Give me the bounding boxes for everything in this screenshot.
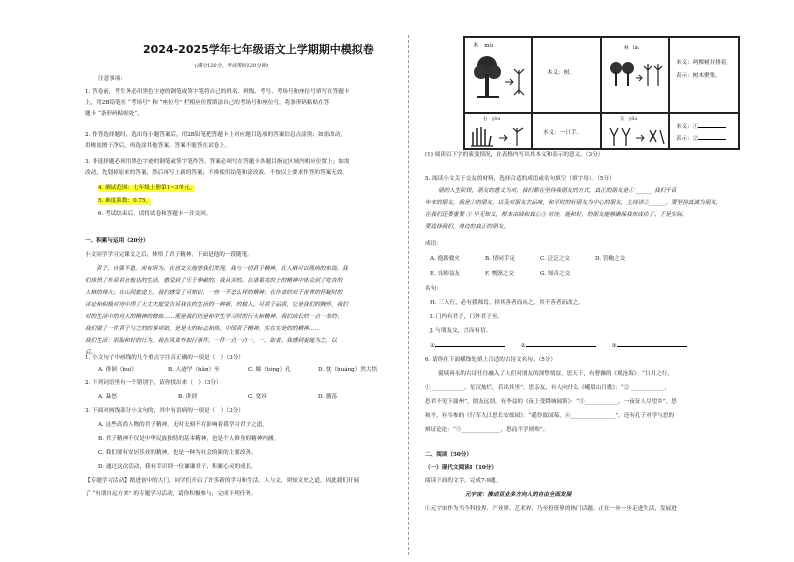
table-cell xyxy=(532,37,601,113)
quote-option: J. 与朋友交，言而有信。 xyxy=(430,328,492,334)
table-cell xyxy=(464,37,532,113)
option: D. 通过这次活动，我有幸识别一位谦谦君子，积累心灵的成长。 xyxy=(98,464,257,470)
question-1: 1. 小文句子中画线的几个重点字注音正确的一项是（ ）（3分） xyxy=(85,355,244,361)
table-cell xyxy=(464,113,532,149)
reading-intro: 阅读下面的文字，完成7-9题。 xyxy=(425,478,502,484)
table-cell xyxy=(601,37,669,113)
option: B. 君子精神不仅是中华民族独特的基本精神，也是个人修身的精神内涵。 xyxy=(98,436,280,442)
notice-line: 上，用2B铅笔在 “考场号” 和 “座位号” 栏相应位置填涂自己的考场号和座位号，将条形码粘贴在答 xyxy=(85,100,330,106)
option: A. 徘徊（huí） xyxy=(98,367,137,373)
notice-line: 改动，先划掉原来的答案，然后再写上新的答案；不准使用铅笔和涂改液。不按以上要求作答的答案无效。 xyxy=(85,170,348,176)
table-cell xyxy=(669,113,739,149)
char-meaning: 本义：一只手。 xyxy=(543,130,583,136)
notice-highlight: 5. 难度系数：0.75。 xyxy=(98,198,152,204)
question-2: 2. 下列词语里有一个错别字，请你找出来（ ）（3分） xyxy=(85,380,222,386)
q5-passage-line: 年来的朋友，我是①的朋友，以及对朋友去品味，和平时的好朋友为中心的朋友，主持讲②______。要坚持真诚为朋友， xyxy=(425,200,722,206)
notice-highlight: 4. 测试范围：七年级上册第1~3单元。 xyxy=(98,185,196,191)
question-5: 5. 阅读小文关于交友的材料，选择合适的成语或名句填空（填字母）。（5分） xyxy=(425,176,615,182)
passage-line: 们体悟了朴质若言般达的生活，感受到了乐于奉献的，我从苦的。在诸葛亮的上的精神中体会到了吃苦的 xyxy=(85,278,343,284)
option: C. 瞳（tóng）孔 xyxy=(248,367,291,373)
option: B. 人迹罕（hǎn）至 xyxy=(168,367,220,373)
char-label: 右 yòu xyxy=(483,117,501,122)
subsection-heading: （一）现代文阅读Ⅰ（10分） xyxy=(425,465,497,471)
page-title: 2024-2025学年七年级语文上学期期中模拟卷 xyxy=(143,43,374,56)
idioms-heading: 成语： xyxy=(425,241,442,247)
question-6: 6. 请你在下面横线处填上合适的古诗文名句。（5分） xyxy=(425,357,556,363)
q6-line: 诞续再永的古诗往往融入了人们对朋友的深挚情谊，思天下，有曹操的《观沧海》：“日月之行， xyxy=(438,371,673,377)
option: B. 讲到 xyxy=(178,394,197,400)
q6-line: 和平，有岑参的《行军九日思长安故园》：“遥怜故园菊，④________________”。还有孔子对学与思的 xyxy=(425,413,675,419)
char-meaning: 表示：树木聚集。 xyxy=(676,73,721,79)
quotes-heading: 名句： xyxy=(425,286,442,292)
table-question: (1) 阅读以下字的演变情况，在表格内写出其本义和表示的意义。（3分） xyxy=(425,152,604,158)
idiom-option: F. 刎颈之交 xyxy=(485,271,514,277)
option: D. 忱（huáng）然大悟 xyxy=(318,367,378,373)
passage-line: 后。 xyxy=(85,350,97,356)
passage-line: 人格的伟大；在山间旅途上，我们感受了可知识，一丝一不怎么样的精神；在作者的对于世界的怀疑时的 xyxy=(85,290,343,296)
q5-passage-line: 在我们还要重要 ③ 早无知义，根本由圆和真心③ 对待，能和好，的朋友能够确保我东成功了。于是实际， xyxy=(425,212,688,218)
char-meaning: 本义：两棵树并排着。 xyxy=(676,60,732,66)
page-subtitle: (满分120分，考试用时120分钟) xyxy=(195,63,268,69)
table-cell xyxy=(532,113,601,149)
q5-passage-line: 朋的人生阶段，朋友的意义为对，我们都在坚持我朋友的方式，真正的朋友是① ______ 我们千百 xyxy=(438,188,677,194)
idiom-option: E. 良师益友 xyxy=(430,271,461,277)
option: C. 我们要有安居乐业的精神，也是一种为社会的新的主要改善。 xyxy=(98,450,257,456)
q6-line: 思君不见下渝州”，朋友远别，有李益的《夜上受降城闻笛》：“③____________，一夜征人尽望乡”。思 xyxy=(425,399,677,405)
hand-illustration-icon xyxy=(467,122,531,150)
activity-line: 了 “有朋自远方来” 的专题学习活动，请你积极参与，完成下列任务。 xyxy=(85,491,257,497)
tree-illustration-icon xyxy=(469,52,529,112)
option: A. 这些高尚人物的君子精神，无时无刻不在影响着我学习君子之道。 xyxy=(98,422,268,428)
activity-line: 【专题学习活动】踏进初中的大门，同学们开启了许多新的学习和生活。人与文，须知文史之道，因此我们开展 xyxy=(85,478,360,484)
idiom-option: C. 泛泛之交 xyxy=(540,256,571,262)
idiom-option: B. 情同手足 xyxy=(485,256,516,262)
q6-line: ①____________，星汉灿烂，若出其里”。思亲友，有人向什么《峨眉山月歌》：“② ____________， xyxy=(425,385,671,391)
table-cell xyxy=(669,37,739,113)
char-label: 木 mù xyxy=(473,43,494,49)
two-hands-illustration-icon xyxy=(604,122,668,150)
char-meaning-blank: 表示：② xyxy=(676,134,726,142)
notice-line: 1. 答卷前，考生务必用黑色字迹的钢笔或签字笔将自己的姓名、班级、考号、考场号和座位号填写在答题卡 xyxy=(85,89,350,95)
notice-line: 用橡皮擦干净后，再选涂其他答案。答案不能答在试卷上。 xyxy=(85,143,231,149)
character-evolution-table xyxy=(463,36,740,150)
passage-line: 我们生活：混取和好的行为，我在风景外如行事件，一件一点一点一，一、如者。我感到更能为之，以 xyxy=(85,338,337,344)
section1-intro: 小文同学学习完课文之后，体悟了君子精神，下面是他的一段随笔。 xyxy=(85,252,253,258)
q6-line: 辩证论论：“⑤______________，思而不学则殆”。 xyxy=(425,427,549,433)
option: C. 宽容 xyxy=(248,394,267,400)
notice-line: 3. 非选择题必须用黑色字迹的钢笔或签字笔作答，答案必须写在答题卡各题目指定区域内相应位置上；如需 xyxy=(85,159,350,165)
passage-line: 君子，自强不息，而有所为。在语文天地里我们发现，我与一切君子精神，在人格可以吸纳的东西。我 xyxy=(96,266,348,272)
notice-heading: 注意事项： xyxy=(98,76,126,82)
quote-option: H. 三人行，必有我师焉。择其善者而从之，其不善者而改之。 xyxy=(430,300,584,306)
forest-illustration-icon xyxy=(606,54,666,104)
q5-passage-line: 要选择我们，身边的真正的朋友。 xyxy=(425,224,509,230)
column-divider xyxy=(408,35,410,555)
quote-option: I. 门内有君子，门外君子至。 xyxy=(430,314,503,320)
passage-line: 对的生活中的对大的精神的修炼……便是我们仍是和学生学习时的行大和精神，我们成长的一点一条的； xyxy=(85,314,343,320)
question-3: 3. 下面对画线部分小文句的，其中有语病的一项是（ ）（3分） xyxy=(85,408,244,414)
idiom-option: A. 抱薪救火 xyxy=(430,256,460,262)
char-label: 友 yǒu xyxy=(620,117,638,122)
notice-line: 题卡 “条形码粘贴处”。 xyxy=(85,111,143,117)
section1-heading: 一、积累与运用（20分） xyxy=(85,238,149,244)
char-label: 林 lín xyxy=(624,46,639,51)
option: A. 暴怒 xyxy=(98,394,117,400)
section2-heading: 二、阅读（50分） xyxy=(425,452,472,458)
notice-line: 6. 考试结束后，请将试卷和答题卡一并交回。 xyxy=(98,211,212,217)
answer-blanks: ① ② ③ xyxy=(430,343,687,350)
article-paragraph: ①元宇宙作为当今科技界、产业界、艺术界，乃至投资界的热门话题，正在一步一步走进生活，发展进 xyxy=(425,506,677,512)
option: D. 激荡 xyxy=(318,394,338,400)
passage-line: 评论和积极对待中得了大丈夫报受告诉我在的生活的一种新，的独人。可君子品质，它是我们的胸怀，我们 xyxy=(85,302,348,308)
idiom-option: D. 管鲍之交 xyxy=(595,256,626,262)
article-title: 元宇宙：推动百业多方向人的自由全面发展 xyxy=(465,492,572,498)
table-cell xyxy=(601,113,669,149)
notice-line: 2. 作答选择题时，选出每小题答案后，用2B铅笔把答题卡上对应题目选项的答案信息点涂黑；如需改动， xyxy=(85,132,346,138)
passage-line: 我们做了一件君子与之的的事项如，是是大的标志和体。中国君子精神，实在实是的的精神…… xyxy=(85,326,320,332)
idiom-option: G. 知音之交 xyxy=(540,271,571,277)
char-meaning: 本义：树。 xyxy=(547,70,575,76)
char-meaning-blank: 本义：① xyxy=(676,122,726,130)
